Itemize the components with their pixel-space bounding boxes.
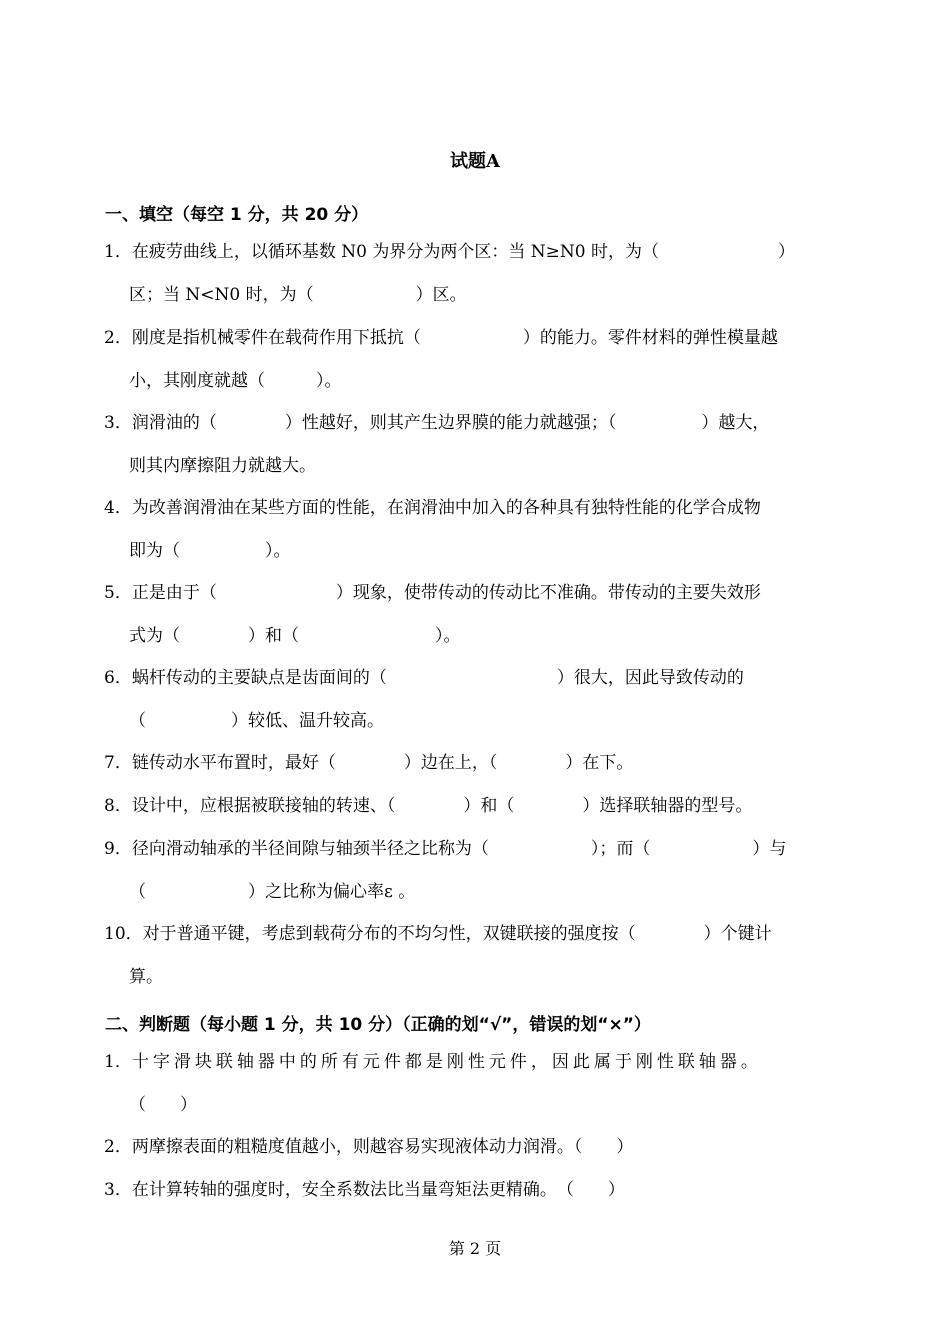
answer-parentheses: （ ） bbox=[129, 1095, 197, 1115]
question-text: 十字滑块联轴器中的所有元件都是刚性元件，因此属于刚性联轴器。 bbox=[131, 1052, 762, 1072]
question-text: 在计算转轴的强度时，安全系数法比当量弯矩法更精确。 （ ） bbox=[131, 1180, 625, 1200]
question-text: 在疲劳曲线上，以循环基数 N0 为界分为两个区：当 N≥N0 时，为（ ） bbox=[131, 242, 795, 262]
question-text: 正是由于（ ）现象，使带传动的传动比不准确。带传动的主要失效形 bbox=[131, 583, 761, 603]
question-text: 为改善润滑油在某些方面的性能，在润滑油中加入的各种具有独特性能的化学合成物 bbox=[131, 498, 761, 518]
question-text-cont: （ ）之比称为偏心率ε 。 bbox=[129, 882, 416, 902]
fill-question-8: 8．设计中，应根据被联接轴的转速、（ ）和（ ）选择联轴器的型号。 bbox=[104, 796, 753, 816]
question-text-cont: （ ）较低、温升较高。 bbox=[129, 711, 384, 731]
question-text-cont: 区；当 N<N0 时，为（ ）区。 bbox=[129, 285, 467, 305]
question-text: 刚度是指机械零件在载荷作用下抵抗（ ）的能力。零件材料的弹性模量越 bbox=[131, 328, 778, 348]
exam-title: 试题A bbox=[450, 151, 500, 172]
fill-question-1: 1．在疲劳曲线上，以循环基数 N0 为界分为两个区：当 N≥N0 时，为（ ） 区；当 N<N0 时，为（ ）区。 bbox=[104, 242, 795, 305]
judge-question-3: 3．在计算转轴的强度时，安全系数法比当量弯矩法更精确。 （ ） bbox=[104, 1180, 625, 1200]
question-text-cont: 小，其刚度就越（ ）。 bbox=[129, 371, 342, 391]
fill-question-4: 4．为改善润滑油在某些方面的性能，在润滑油中加入的各种具有独特性能的化学合成物 即为（ ）。 bbox=[104, 498, 761, 561]
fill-question-5: 5．正是由于（ ）现象，使带传动的传动比不准确。带传动的主要失效形 式为（ ）和（ ）。 bbox=[104, 583, 761, 646]
section-1-heading: 一、填空（每空 1 分，共 20 分） bbox=[105, 205, 369, 225]
question-text: 设计中，应根据被联接轴的转速、（ ）和（ ）选择联轴器的型号。 bbox=[131, 796, 753, 816]
fill-question-10: 10．对于普通平键，考虑到载荷分布的不均匀性，双键联接的强度按（ ）个键计 算。 bbox=[104, 924, 772, 987]
question-text-cont: 即为（ ）。 bbox=[129, 541, 291, 561]
fill-question-9: 9．径向滑动轴承的半径间隙与轴颈半径之比称为（ ）；而（ ）与 （ ）之比称为偏心率ε 。 bbox=[104, 839, 787, 902]
question-text-cont: 算。 bbox=[129, 967, 163, 987]
page-number: 第 2 页 bbox=[448, 1239, 502, 1258]
question-text: 润滑油的（ ）性越好，则其产生边界膜的能力就越强；（ ）越大， bbox=[131, 413, 770, 433]
question-text: 径向滑动轴承的半径间隙与轴颈半径之比称为（ ）；而（ ）与 bbox=[131, 839, 787, 859]
section-2-heading: 二、判断题（每小题 1 分，共 10 分）（正确的划“√”，错误的划“×”） bbox=[105, 1015, 651, 1035]
question-text: 两摩擦表面的粗糙度值越小，则越容易实现液体动力润滑。（ ） bbox=[131, 1137, 634, 1157]
question-text: 链传动水平布置时，最好（ ）边在上，（ ）在下。 bbox=[131, 753, 634, 773]
question-text-cont: 式为（ ）和（ ）。 bbox=[129, 626, 461, 646]
fill-question-7: 7．链传动水平布置时，最好（ ）边在上，（ ）在下。 bbox=[104, 753, 634, 773]
judge-question-2: 2．两摩擦表面的粗糙度值越小，则越容易实现液体动力润滑。（ ） bbox=[104, 1137, 634, 1157]
fill-question-2: 2．刚度是指机械零件在载荷作用下抵抗（ ）的能力。零件材料的弹性模量越 小，其刚度就越（ ）。 bbox=[104, 328, 778, 391]
question-text: 对于普通平键，考虑到载荷分布的不均匀性，双键联接的强度按（ ）个键计 bbox=[142, 924, 772, 944]
fill-question-6: 6．蜗杆传动的主要缺点是齿面间的（ ）很大，因此导致传动的 （ ）较低、温升较高。 bbox=[104, 668, 744, 731]
fill-question-3: 3．润滑油的（ ）性越好，则其产生边界膜的能力就越强；（ ）越大， 则其内摩擦阻力就越大。 bbox=[104, 413, 770, 476]
question-text: 蜗杆传动的主要缺点是齿面间的（ ）很大，因此导致传动的 bbox=[131, 668, 744, 688]
question-text-cont: 则其内摩擦阻力就越大。 bbox=[129, 456, 316, 476]
judge-question-1: 1．十字滑块联轴器中的所有元件都是刚性元件，因此属于刚性联轴器。 （ ） bbox=[104, 1052, 762, 1115]
